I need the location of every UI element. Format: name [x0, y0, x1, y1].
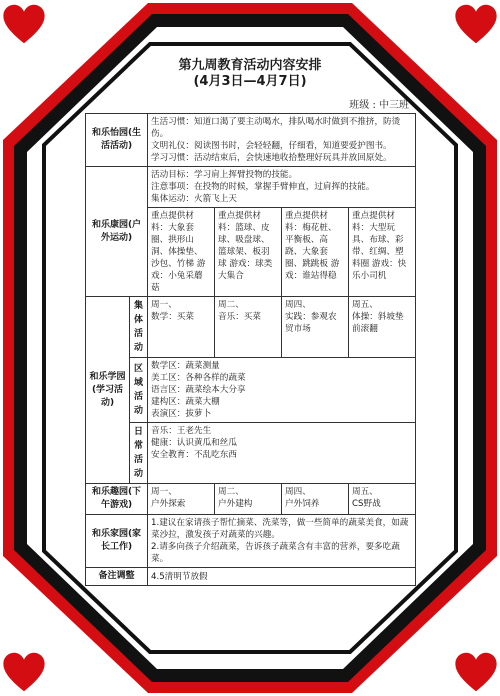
table-row — [86, 167, 416, 208]
row-label-life: 和乐怡园(生活活动) — [86, 114, 148, 167]
outdoor-line: 活动目标：学习肩上挥臂投物的技能。 — [151, 170, 298, 180]
outdoor-line: 集体运动：火箭飞上天 — [151, 194, 237, 204]
page-title — [85, 58, 415, 90]
sub-label-group: 集体活动 — [130, 297, 148, 358]
heart-icon — [2, 2, 46, 46]
sub-label-daily: 日常活动 — [130, 423, 148, 484]
area-line: 建构区：蔬菜大棚 — [151, 397, 220, 407]
group-activity-cell: 周一、 数学：买菜 — [148, 297, 215, 358]
life-line: 学习习惯：活动结束后，会快速地收拾整理好玩具并放回原处。 — [151, 153, 392, 163]
afternoon-game-cell: 周四、 户外饲养 — [282, 484, 349, 515]
table-row — [86, 423, 416, 484]
table-row — [86, 568, 416, 586]
area-activity-content — [148, 358, 416, 423]
heart-icon — [454, 650, 498, 694]
area-line: 数学区：蔬菜测量 — [151, 361, 220, 371]
row-label-family: 和乐家园(家长工作) — [86, 515, 148, 568]
title-line-1: 第九周教育活动内容安排 — [178, 58, 322, 73]
life-content — [148, 114, 416, 167]
daily-line: 音乐：王老先生 — [151, 426, 212, 436]
life-line: 生活习惯：知道口渴了要主动喝水，排队喝水时做到不推挤，防烫伤。 — [151, 117, 401, 139]
family-content — [148, 515, 416, 568]
outdoor-material-cell: 重点提供材料：大象套圈、拱形山洞、体操垫、沙包、竹梯 游戏：小兔采蘑菇 — [148, 208, 215, 297]
area-line: 表演区：拔萝卜 — [151, 409, 212, 419]
afternoon-game-cell: 周二、 户外建构 — [215, 484, 282, 515]
table-row — [86, 484, 416, 515]
row-label-outdoor: 和乐康园(户外运动) — [86, 167, 148, 297]
family-line: 2.请多向孩子介绍蔬菜，告诉孩子蔬菜含有丰富的营养，要多吃蔬菜。 — [151, 542, 400, 564]
area-line: 美工区：各种各样的蔬菜 — [151, 373, 246, 383]
heart-icon — [2, 650, 46, 694]
group-activity-cell: 周二、 音乐：买菜 — [215, 297, 282, 358]
life-line: 文明礼仪：阅读图书时，会轻轻翻，仔细看，知道要爱护图书。 — [151, 141, 392, 151]
family-line: 1.建议在家请孩子帮忙摘菜、洗菜等，做一些简单的蔬菜美食，如蔬菜沙拉，激发孩子对蔬菜的兴趣。 — [151, 518, 409, 540]
outdoor-material-cell: 重点提供材料：梅花桩、平衡板、高跷、大象套圈、跳跳板 游戏：谁站得稳 — [282, 208, 349, 297]
group-activity-cell: 周五、 体操：斜坡垫前滚翻 — [349, 297, 416, 358]
remark-content: 4.5清明节放假 — [148, 568, 416, 586]
outdoor-material-cell: 重点提供材料：篮球、皮球、吸盘球、篮球架、板羽球 游戏：球类大集合 — [215, 208, 282, 297]
outdoor-material-cell: 重点提供材料：大型玩具、布球、彩带、红绸、塑料圈 游戏：快乐小司机 — [349, 208, 416, 297]
table-row — [86, 515, 416, 568]
area-line: 语言区：蔬菜绘本大分享 — [151, 385, 246, 395]
outdoor-line: 注意事项：在投物的时候，掌握手臂伸直，过肩挥的技能。 — [151, 182, 375, 192]
table-row — [86, 297, 416, 358]
row-label-learning: 和乐学园(学习活动) — [86, 297, 130, 484]
title-line-2: (4月3日—4月7日) — [193, 74, 307, 89]
sub-label-area: 区域活动 — [130, 358, 148, 423]
group-activity-cell: 周四、 实践：参观农贸市场 — [282, 297, 349, 358]
daily-line: 健康：认识黄瓜和丝瓜 — [151, 438, 237, 448]
row-label-remark: 备注调整 — [86, 568, 148, 586]
heart-icon — [454, 2, 498, 46]
outdoor-content — [148, 167, 416, 208]
row-label-fun: 和乐趣园(下午游戏) — [86, 484, 148, 515]
class-label: 班级 : 中三班 — [349, 100, 409, 111]
afternoon-game-cell: 周一、 户外探索 — [148, 484, 215, 515]
daily-activity-content — [148, 423, 416, 484]
schedule-table — [85, 113, 416, 586]
table-row — [86, 358, 416, 423]
afternoon-game-cell: 周五、 CS野战 — [349, 484, 416, 515]
table-row — [86, 114, 416, 167]
schedule-document — [85, 58, 415, 586]
daily-line: 安全教育：不乱吃东西 — [151, 450, 237, 460]
